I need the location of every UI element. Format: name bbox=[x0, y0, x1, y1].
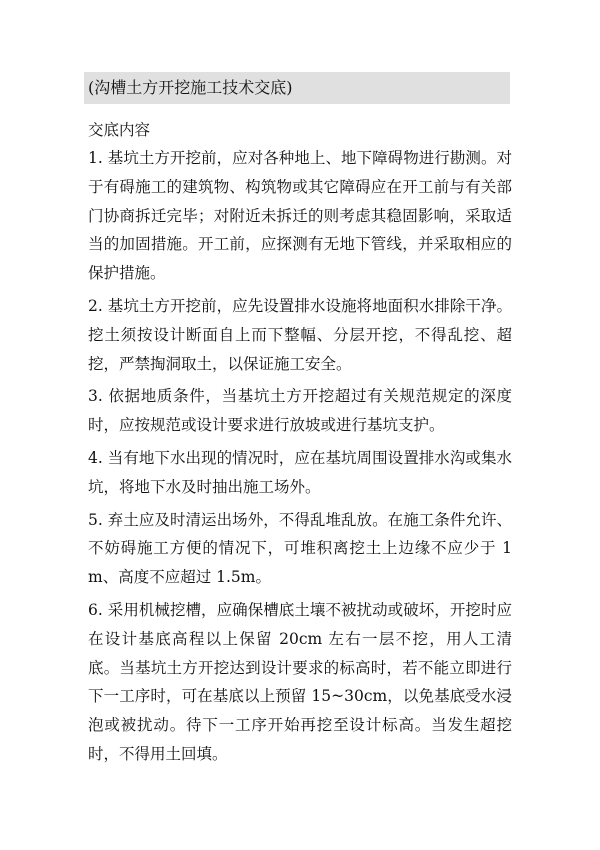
paragraph-3: 3. 依据地质条件，当基坑土方开挖超过有关规范规定的深度时，应按规范或设计要求进行放坡或进行基坑支护。 bbox=[88, 387, 512, 435]
paragraph-5: 5. 弃土应及时清运出场外，不得乱堆乱放。在施工条件允许、不妨碍施工方便的情况下，可堆积离挖土上边缘不应少于 1m、高度不应超过 1.5m。 bbox=[88, 510, 512, 587]
paragraph-1: 1. 基坑土方开挖前，应对各种地上、地下障碍物进行勘测。对于有碍施工的建筑物、构筑物或其它障碍应在开工前与有关部门协商拆迁完毕；对附近未拆迁的则考虑其稳固影响，采取适当的加固措施。开工前，应探测有无地下管线，并采取相应的保护措施。 bbox=[88, 149, 512, 283]
paragraph-4: 4. 当有地下水出现的情况时，应在基坑周围设置排水沟或集水坑，将地下水及时抽出施工场外。 bbox=[88, 448, 512, 496]
paragraph-6: 6. 采用机械挖槽，应确保槽底土壤不被扰动或破坏，开挖时应在设计基底高程以上保留 20cm 左右一层不挖，用人工清底。当基坑土方开挖达到设计要求的标高时，若不能立即进行下一工序时，可在基底以上预留 15~30cm，以免基底受水浸泡或被扰动。待下一工序开始再挖至设计标高。当发生超挖时，不得用土回填。 bbox=[88, 600, 512, 763]
section-heading: 交底内容 bbox=[88, 121, 151, 139]
document-body bbox=[88, 144, 512, 773]
paragraph-2: 2. 基坑土方开挖前，应先设置排水设施将地面积水排除干净。挖土须按设计断面自上而下整幅、分层开挖，不得乱挖、超挖，严禁掏洞取土，以保证施工安全。 bbox=[88, 296, 512, 373]
document-title: (沟槽土方开挖施工技术交底) bbox=[84, 72, 510, 104]
